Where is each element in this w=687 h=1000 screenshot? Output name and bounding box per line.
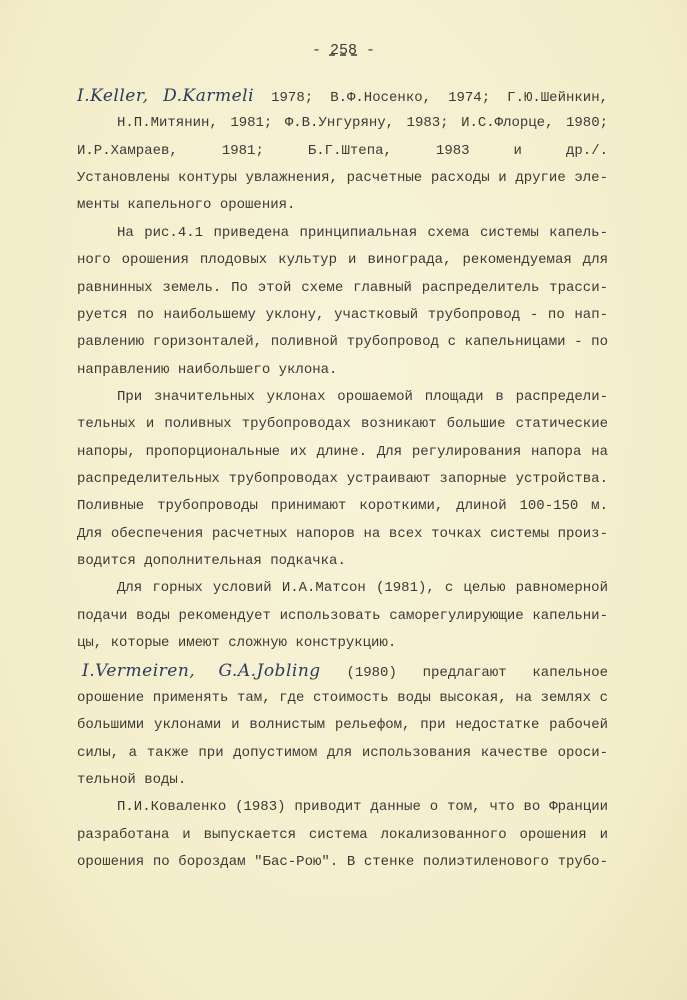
text-line: подачи воды рекомендует использовать саморегулирующие капельни-: [77, 607, 608, 624]
text-line: Для обеспечения расчетных напоров на всех точках системы произ-: [77, 525, 608, 542]
text-line: Установлены контуры увлажнения, расчетные расходы и другие эле-: [77, 170, 608, 187]
text-line: I.Keller, D.Karmeli 1978; В.Ф.Носенко, 1974; Г.Ю.Шейнкин,: [77, 86, 608, 106]
text-line: распределительных трубопроводах устраивают запорные устройства.: [77, 471, 608, 488]
text-line: цы, которые имеют сложную конструкцию.: [77, 635, 397, 652]
text-line: I.Vermeiren, G.A.Jobling (1980) предлагают капельное: [82, 660, 608, 681]
text-line: орошение применять там, где стоимость воды высокая, на землях с: [77, 689, 608, 706]
text-line: При значительных уклонах орошаемой площади в распредели-: [117, 388, 608, 405]
handwritten-authors: I.Vermeiren, G.A.Jobling: [82, 660, 321, 681]
text-line: Н.П.Митянин, 1981; Ф.В.Унгуряну, 1983; И.С.Флорце, 1980;: [117, 115, 608, 132]
text-line: тельной воды.: [77, 771, 187, 788]
text-line: тельных и поливных трубопроводах возникают большие статические: [77, 416, 608, 433]
page-number: - 258 -: [311, 42, 376, 59]
text-line: менты капельного орошения.: [77, 197, 296, 214]
text-line: силы, а также при допустимом для использования качестве ороси-: [77, 744, 608, 761]
text-line: ного орошения плодовых культур и винограда, рекомендуемая для: [77, 252, 608, 269]
text-line: равнинных земель. По этой схеме главный распределитель трасси-: [77, 279, 608, 296]
text-line: руется по наибольшему уклону, участковый трубопровод - по нап-: [77, 306, 608, 323]
text-line: орошения по бороздам "Бас-Рою". В стенке полиэтиленового трубо-: [77, 854, 608, 871]
text-line: разработана и выпускается система локализованного орошения и: [77, 826, 608, 843]
text-line: направлению наибольшего уклона.: [77, 361, 338, 378]
text-line: П.И.Коваленко (1983) приводит данные о том, что во Франции: [117, 799, 608, 816]
text-line: Поливные трубопроводы принимают короткими, длиной 100-150 м.: [77, 498, 608, 515]
document-body: [77, 83, 608, 876]
text-line: Для горных условий И.А.Матсон (1981), с целью равномерной: [117, 580, 608, 597]
text-line: большими уклонами и волнистым рельефом, при недостатке рабочей: [77, 717, 608, 734]
handwritten-authors: I.Keller, D.Karmeli: [77, 86, 255, 106]
text-line: На рис.4.1 приведена принципиальная схема системы капель-: [117, 224, 608, 241]
text-line: напоры, пропорциональные их длине. Для регулирования напора на: [77, 443, 608, 460]
text-line: водится дополнительная подкачка.: [77, 553, 346, 570]
text-line: равлению горизонталей, поливной трубопровод с капельницами - по: [77, 334, 608, 351]
text-line: И.Р.Хамраев, 1981; Б.Г.Штепа, 1983 и др./.: [77, 138, 608, 165]
